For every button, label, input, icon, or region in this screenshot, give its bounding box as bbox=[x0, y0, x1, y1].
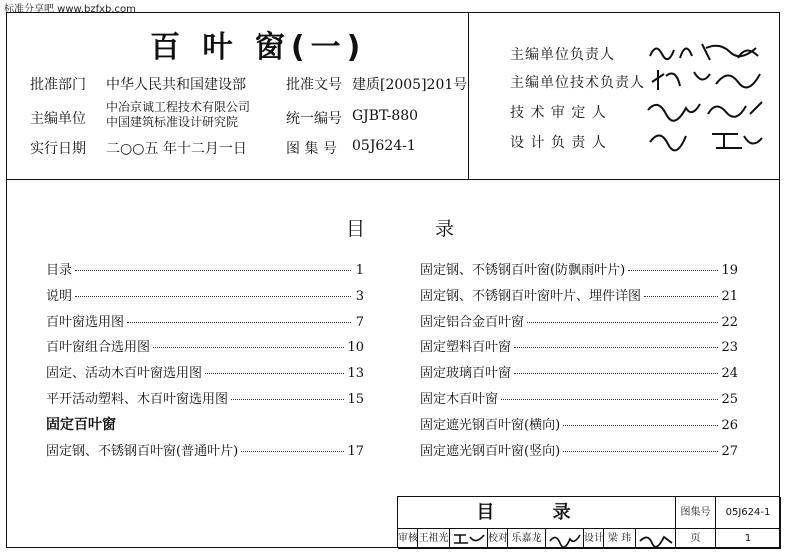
toc-entry-title: 百叶窗组合选用图 bbox=[46, 340, 151, 356]
toc-entry[interactable] bbox=[46, 362, 364, 388]
toc-right-column bbox=[420, 259, 738, 465]
toc-leader bbox=[563, 451, 718, 452]
check-label: 校对 bbox=[488, 529, 508, 549]
toc-entry-title: 固定钢、不锈钢百叶窗叶片、埋件详图 bbox=[420, 288, 642, 304]
toc-entry[interactable] bbox=[420, 285, 738, 311]
design-name: 梁 玮 bbox=[604, 529, 636, 549]
toc-entry-title: 固定、活动木百叶窗选用图 bbox=[46, 366, 203, 382]
approval-value: GJBT-880 bbox=[352, 108, 419, 124]
toc-heading: 目 录 bbox=[346, 218, 487, 240]
toc-entry-page: 27 bbox=[721, 443, 738, 459]
toc-entry-page: 7 bbox=[355, 314, 364, 330]
toc-entry-title: 目录 bbox=[46, 263, 73, 278]
toc-leader bbox=[563, 425, 718, 426]
toc-leader bbox=[205, 373, 344, 374]
review-name: 王祖光 bbox=[418, 529, 450, 549]
approval-value: 05J624-1 bbox=[352, 138, 416, 154]
approval-label: 统一编号 bbox=[286, 111, 342, 127]
approval-label: 实行日期 bbox=[30, 141, 86, 157]
check-name: 乐嘉龙 bbox=[508, 529, 546, 549]
toc-entry-page: 1 bbox=[355, 263, 364, 278]
toc-entry[interactable] bbox=[420, 362, 738, 388]
approval-value: 二○○五 年十二月一日 bbox=[106, 141, 247, 157]
toc-entry-title: 固定遮光钢百叶窗(横向) bbox=[420, 417, 561, 433]
page-label: 页 bbox=[676, 529, 716, 549]
toc-leader bbox=[501, 399, 718, 400]
toc-entry-page: 17 bbox=[347, 443, 364, 459]
handwritten-signature bbox=[646, 96, 766, 122]
toc-entry[interactable] bbox=[420, 388, 738, 414]
toc-entry[interactable] bbox=[46, 285, 364, 311]
toc-entry-title: 固定塑料百叶窗 bbox=[420, 340, 512, 356]
signature-role: 设 计 负 责 人 bbox=[510, 135, 607, 151]
toc-entry[interactable] bbox=[420, 414, 738, 440]
signature-role: 主编单位负责人 bbox=[510, 47, 615, 63]
title-block bbox=[397, 496, 780, 548]
toc-leader bbox=[241, 451, 344, 452]
toc-entry[interactable] bbox=[420, 336, 738, 362]
toc-leader bbox=[628, 270, 718, 271]
watermark-text: 标准分享吧 www.bzfxb.com bbox=[4, 4, 136, 15]
toc-leader bbox=[527, 322, 718, 323]
toc-entry-title: 百叶窗选用图 bbox=[46, 314, 125, 330]
toc-entry[interactable] bbox=[46, 259, 364, 285]
toc-entry-page: 22 bbox=[721, 314, 738, 330]
toc-leader bbox=[644, 296, 718, 297]
review-label: 审核 bbox=[398, 529, 418, 549]
approval-value-line: 中国建筑标准设计研究院 bbox=[106, 115, 239, 129]
approval-label: 主编单位 bbox=[30, 111, 86, 127]
toc-leader bbox=[75, 296, 351, 297]
toc-left-column bbox=[46, 259, 364, 465]
signature-role: 主编单位技术负责人 bbox=[510, 75, 645, 91]
toc-entry-title: 固定遮光钢百叶窗(竖向) bbox=[420, 443, 561, 459]
toc-entry-page: 13 bbox=[347, 366, 364, 382]
approval-value-line: 中冶京诚工程技术有限公司 bbox=[106, 100, 251, 114]
toc-entry-page: 19 bbox=[721, 263, 738, 278]
atlas-number-value: 05J624-1 bbox=[716, 497, 781, 529]
toc-entry-page: 15 bbox=[347, 391, 364, 407]
atlas-number-label: 图集号 bbox=[676, 497, 716, 529]
approval-label: 批准文号 bbox=[286, 77, 342, 93]
design-label: 设计 bbox=[584, 529, 604, 549]
approval-label: 图 集 号 bbox=[286, 141, 337, 157]
toc-entry[interactable] bbox=[420, 311, 738, 337]
toc-leader bbox=[127, 322, 351, 323]
handwritten-signature bbox=[548, 531, 582, 547]
handwritten-signature bbox=[638, 531, 674, 547]
handwritten-signature bbox=[452, 531, 486, 547]
toc-entry-title: 平开活动塑料、木百叶窗选用图 bbox=[46, 391, 229, 407]
toc-leader bbox=[514, 373, 718, 374]
toc-entry[interactable] bbox=[420, 440, 738, 466]
toc-entry[interactable] bbox=[46, 311, 364, 337]
toc-entry-title: 固定玻璃百叶窗 bbox=[420, 366, 512, 382]
toc-entry-page: 23 bbox=[721, 340, 738, 356]
toc-section-heading: 固定百叶窗 bbox=[46, 416, 116, 433]
title-block-name: 目 录 bbox=[398, 497, 676, 529]
handwritten-signature bbox=[646, 38, 766, 64]
toc-entry-title: 说明 bbox=[46, 288, 73, 304]
header-divider-line bbox=[6, 179, 780, 180]
toc-entry-page: 3 bbox=[355, 288, 364, 304]
toc-entry[interactable] bbox=[46, 388, 364, 414]
approval-value: 建质[2005]201号 bbox=[352, 77, 468, 93]
approval-label: 批准部门 bbox=[30, 77, 86, 93]
toc-entry-title: 固定铝合金百叶窗 bbox=[420, 314, 525, 330]
toc-entry-page: 10 bbox=[347, 340, 364, 356]
toc-entry-title: 固定木百叶窗 bbox=[420, 391, 499, 407]
toc-leader bbox=[514, 347, 718, 348]
document-title: 百 叶 窗(一) bbox=[150, 30, 367, 65]
handwritten-signature bbox=[646, 66, 766, 92]
page-value: 1 bbox=[716, 529, 781, 549]
toc-entry-page: 21 bbox=[721, 288, 738, 304]
toc-entry-page: 24 bbox=[721, 366, 738, 382]
toc-leader bbox=[75, 270, 351, 271]
signature-role: 技 术 审 定 人 bbox=[510, 105, 607, 121]
toc-leader bbox=[153, 347, 344, 348]
toc-entry-title: 固定钢、不锈钢百叶窗(防飘雨叶片) bbox=[420, 263, 626, 278]
toc-leader bbox=[231, 399, 344, 400]
toc-entry[interactable] bbox=[46, 336, 364, 362]
toc-entry-page: 26 bbox=[721, 417, 738, 433]
handwritten-signature bbox=[646, 126, 766, 152]
approval-value: 中华人民共和国建设部 bbox=[106, 77, 246, 93]
header-vertical-divider bbox=[468, 12, 469, 179]
toc-entry[interactable] bbox=[420, 259, 738, 285]
toc-entry[interactable] bbox=[46, 440, 364, 466]
toc-entry-page: 25 bbox=[721, 391, 738, 407]
approval-value-lines bbox=[106, 100, 250, 130]
toc-entry-title: 固定钢、不锈钢百叶窗(普通叶片) bbox=[46, 443, 239, 459]
